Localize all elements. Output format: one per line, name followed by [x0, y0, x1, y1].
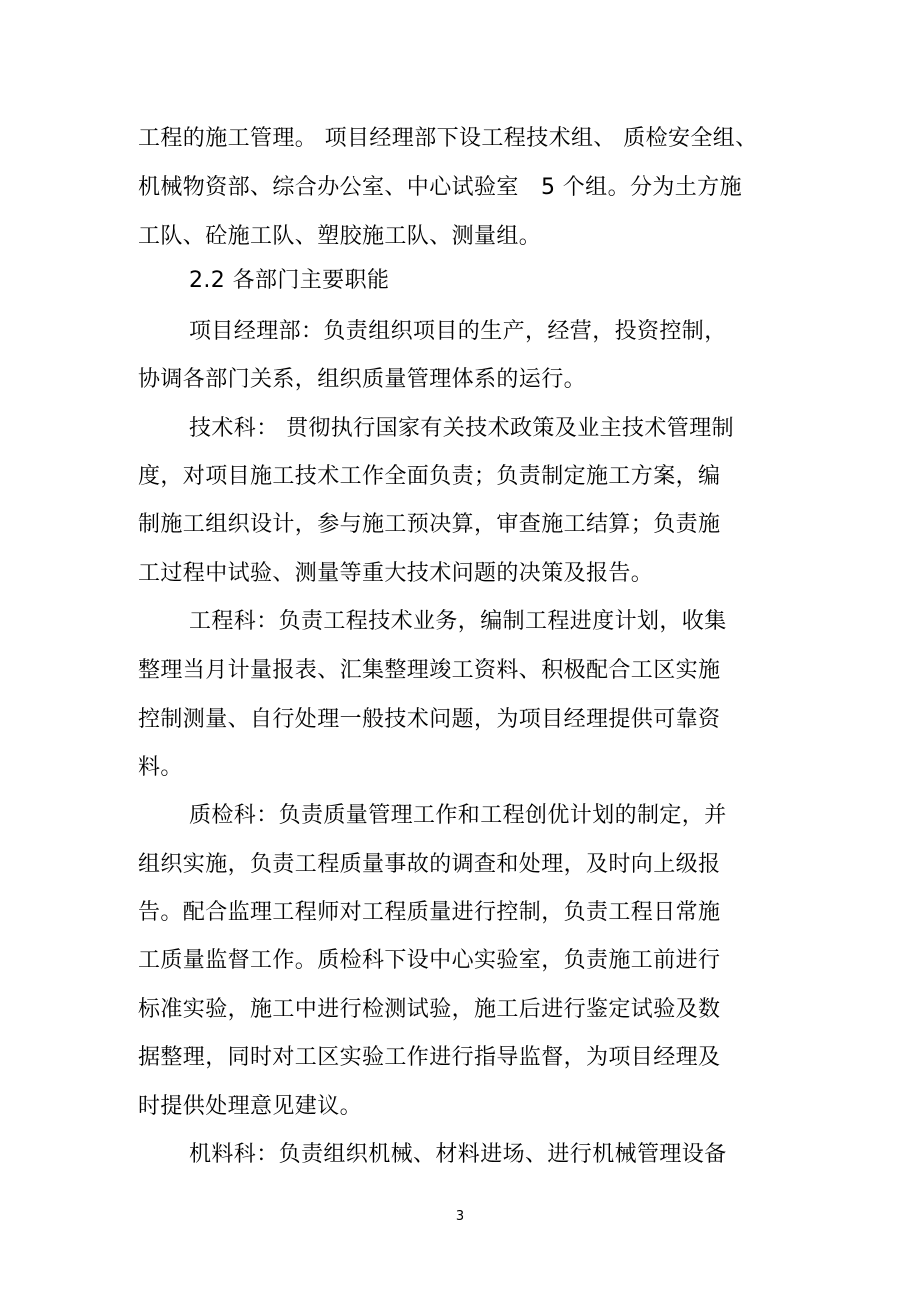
text-line: 告。配合监理工程师对工程质量进行控制，负责工程日常施 [138, 900, 721, 925]
text-line: 度，对项目施工技术工作全面负责；负责制定施工方案，编 [138, 464, 721, 489]
text-line: 工程的施工管理。 项目经理部下设工程技术组、 质检安全组、 [138, 126, 758, 151]
text-line: 料。 [138, 755, 183, 780]
text-line: 工过程中试验、测量等重大技术问题的决策及报告。 [138, 561, 654, 586]
section-heading: 2.2 各部门主要职能 [189, 268, 390, 293]
text-line: 质检科：负责质量管理工作和工程创优计划的制定，并 [189, 803, 727, 828]
text-line: 整理当月计量报表、汇集整理竣工资料、积极配合工区实施 [138, 658, 721, 683]
text-line: 工程科：负责工程技术业务，编制工程进度计划，收集 [189, 609, 727, 634]
text-line: 工队、砼施工队、塑胶施工队、测量组。 [138, 224, 542, 249]
text-line: 控制测量、自行处理一般技术问题，为项目经理提供可靠资 [138, 707, 721, 732]
text-line: 项目经理部：负责组织项目的生产，经营，投资控制， [189, 319, 727, 344]
text-line: 技术科： 贯彻执行国家有关技术政策及业主技术管理制 [189, 416, 734, 441]
text-line: 协调各部门关系，组织质量管理体系的运行。 [138, 367, 587, 392]
text-line: 组织实施，负责工程质量事故的调查和处理，及时向上级报 [138, 852, 721, 877]
text-line: 标准实验，施工中进行检测试验，施工后进行鉴定试验及数 [138, 997, 721, 1022]
text-line: 机料科：负责组织机械、材料进场、进行机械管理设备 [189, 1142, 727, 1167]
page-number: 3 [455, 1209, 465, 1224]
text-line: 机械物资部、综合办公室、中心试验室 5 个组。分为土方施 [138, 175, 742, 200]
text-line: 时提供处理意见建议。 [138, 1094, 363, 1119]
text-line: 据整理，同时对工区实验工作进行指导监督，为项目经理及 [138, 1045, 721, 1070]
text-line: 制施工组织设计，参与施工预决算，审查施工结算；负责施 [138, 512, 721, 537]
text-line: 工质量监督工作。质检科下设中心实验室，负责施工前进行 [138, 948, 721, 973]
